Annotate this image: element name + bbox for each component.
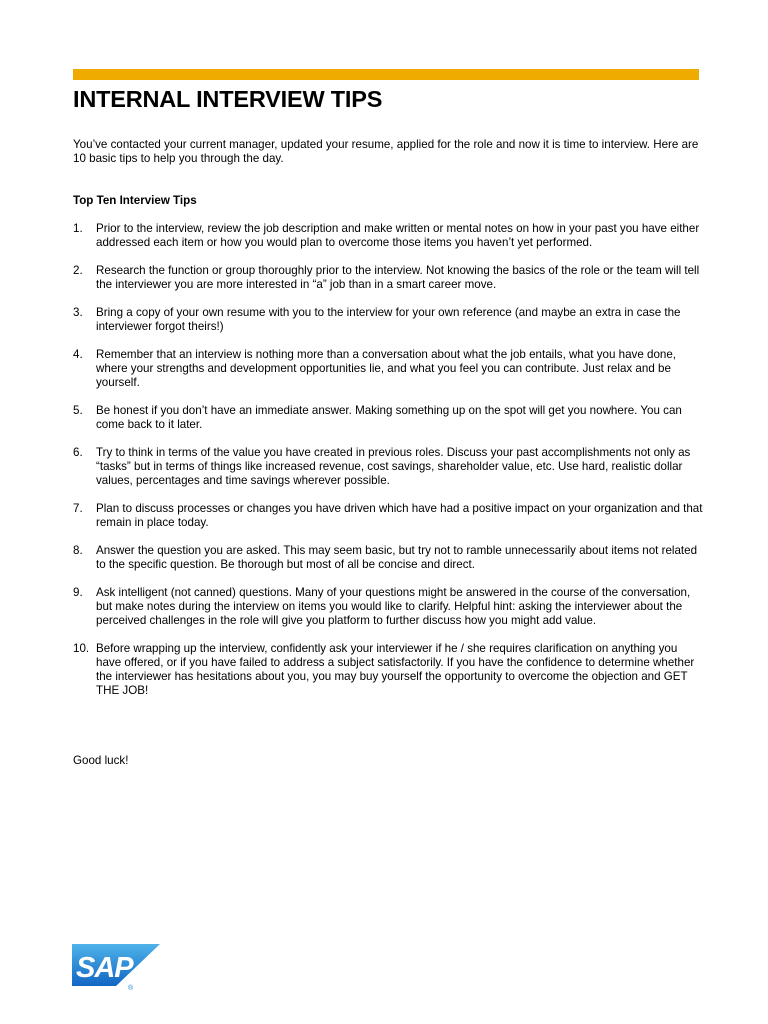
tip-number: 6. — [73, 446, 83, 459]
tip-text: Plan to discuss processes or changes you have driven which have had a positive impact on your organization and that remain in place today. — [96, 502, 703, 529]
tip-number: 10. — [73, 642, 90, 655]
registered-mark: ® — [128, 985, 134, 990]
tip-text: Bring a copy of your own resume with you to the interview for your own reference (and maybe an extra in case the interviewer forgot theirs!) — [96, 306, 681, 333]
tip-number: 4. — [73, 348, 83, 361]
tip-number: 8. — [73, 544, 83, 557]
tip-number: 9. — [73, 586, 83, 599]
tips-subheading: Top Ten Interview Tips — [73, 194, 197, 207]
tip-item-1 — [73, 222, 703, 250]
tip-text: Before wrapping up the interview, confidently ask your interviewer if he / she requires clarification on anything you have offered, or if you have failed to address a subject satisfactorily. If you have the confidence to determine whether the interviewer has hesitations about you, you may buy yourself the opportunity to overcome the objection and GET THE JOB! — [96, 642, 695, 697]
tip-item-2 — [73, 264, 703, 292]
closing-text: Good luck! — [73, 754, 129, 767]
tip-text: Prior to the interview, review the job description and make written or mental notes on how in your past you have either addressed each item or how you would plan to overcome those items you haven’t yet performed. — [96, 222, 700, 249]
tip-item-5 — [73, 404, 703, 432]
tip-text: Try to think in terms of the value you have created in previous roles. Discuss your past accomplishments not only as “tasks” but in terms of things like increased revenue, cost savings, shareholder value, etc. Use hard, realistic dollar values, percentages and time savings wherever possible. — [96, 446, 691, 487]
tip-item-8 — [73, 544, 703, 572]
tip-text: Be honest if you don’t have an immediate answer. Making something up on the spot will get you nowhere. You can come back to it later. — [96, 404, 682, 431]
page-title: INTERNAL INTERVIEW TIPS — [73, 86, 383, 112]
tip-number: 2. — [73, 264, 83, 277]
sap-logo — [72, 944, 162, 990]
intro-paragraph: You’ve contacted your current manager, updated your resume, applied for the role and now it is time to interview. Here are 10 basic tips to help you through the day. — [73, 138, 699, 165]
tip-item-4 — [73, 348, 703, 390]
tip-item-6 — [73, 446, 703, 488]
tip-text: Research the function or group thoroughly prior to the interview. Not knowing the basics of the role or the team will tell the interviewer you are more interested in “a” job than in a smart career move. — [96, 264, 700, 291]
tip-text: Answer the question you are asked. This may seem basic, but try not to ramble unnecessarily about items not related to the specific question. Be thorough but most of all be concise and direct. — [96, 544, 698, 571]
tip-number: 7. — [73, 502, 83, 515]
sap-logo-text: SAP — [76, 952, 133, 984]
accent-bar — [73, 69, 699, 80]
tip-text: Remember that an interview is nothing more than a conversation about what the job entails, what you have done, where your strengths and development opportunities lie, and what you feel you can contribute. Just relax and be yourself. — [96, 348, 677, 389]
tip-item-9 — [73, 586, 703, 628]
tip-text: Ask intelligent (not canned) questions. Many of your questions might be answered in the course of the conversation, but make notes during the interview on items you would like to clarify. Helpful hint: asking the interviewer about the perceived challenges in the role will give you platform to further discuss how you might add value. — [96, 586, 691, 627]
tips-list — [73, 222, 703, 712]
tip-number: 5. — [73, 404, 83, 417]
tip-item-3 — [73, 306, 703, 334]
tip-item-10 — [73, 642, 703, 698]
tip-number: 1. — [73, 222, 83, 235]
tip-number: 3. — [73, 306, 83, 319]
tip-item-7 — [73, 502, 703, 530]
